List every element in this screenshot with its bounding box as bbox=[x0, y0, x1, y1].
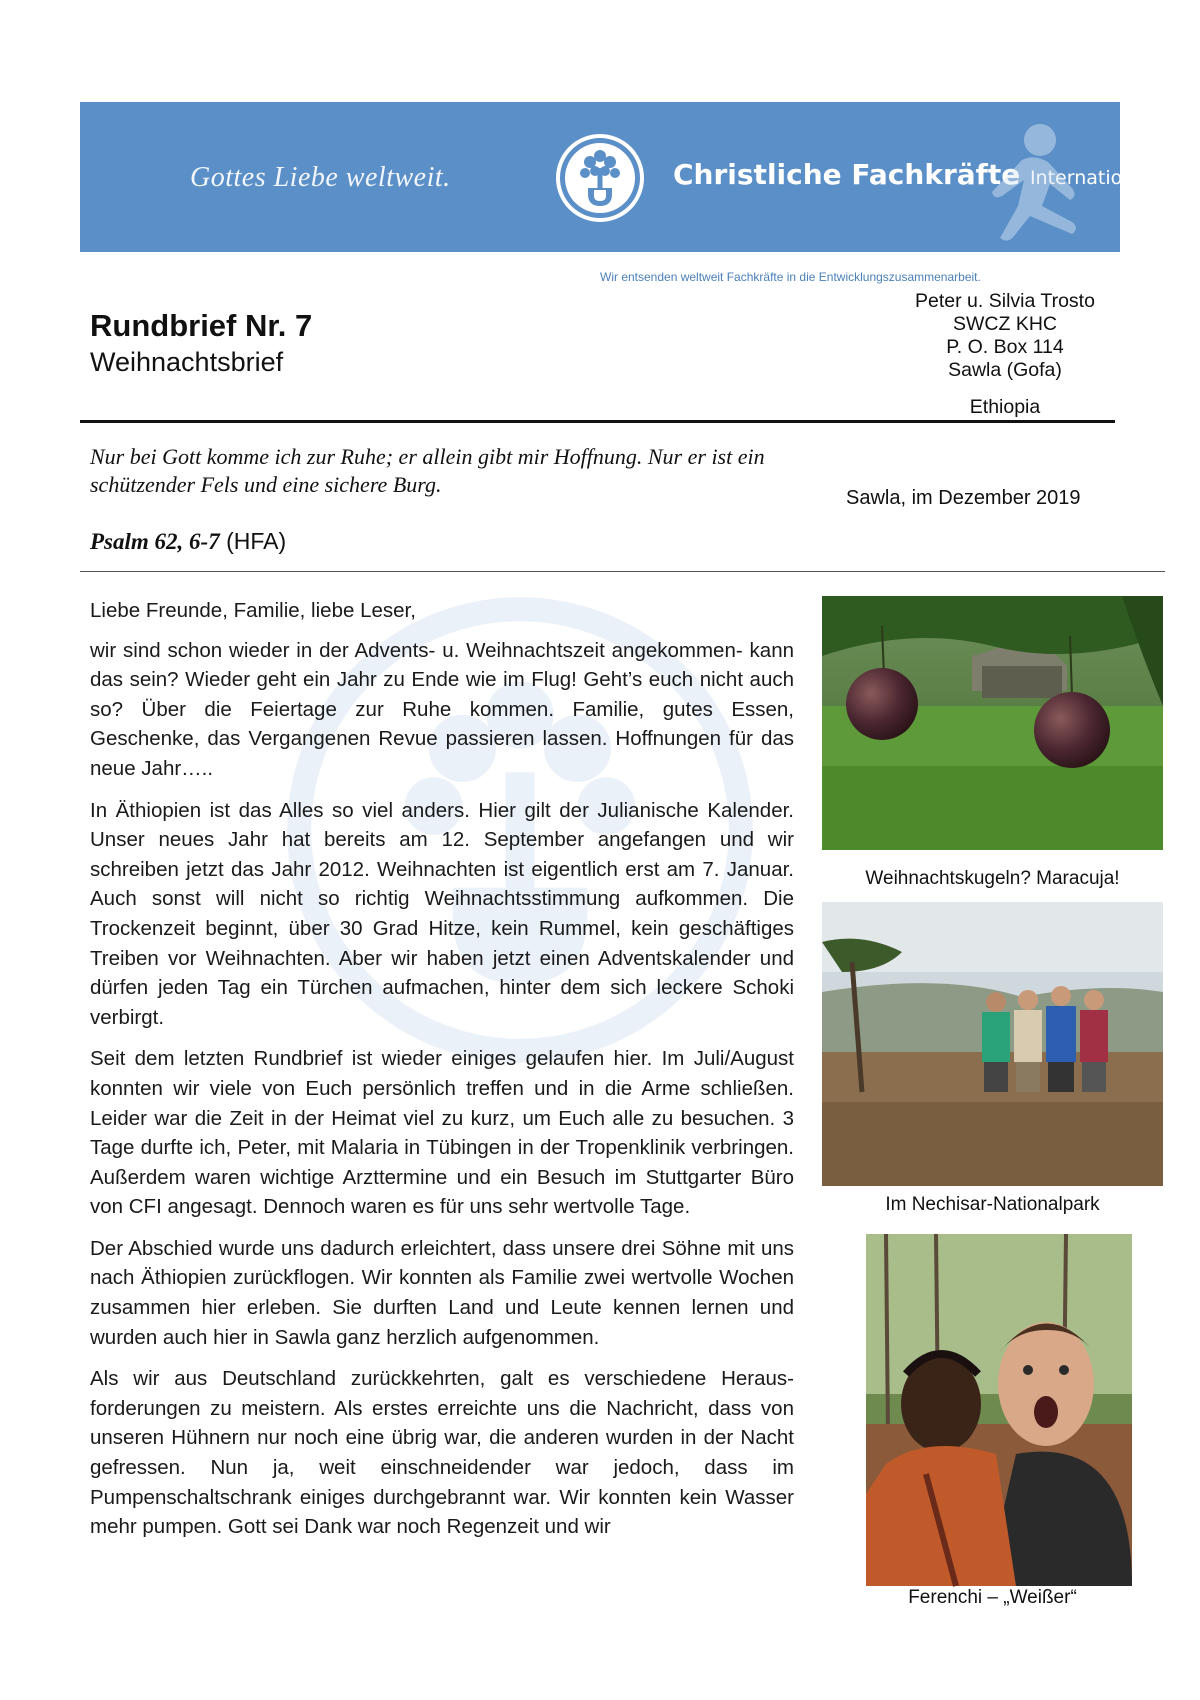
runner-silhouette-icon bbox=[922, 118, 1112, 248]
photo-caption: Ferenchi – „Weißer“ bbox=[908, 1587, 1077, 1608]
slogan: Gottes Liebe weltweit. bbox=[190, 162, 451, 193]
section-divider bbox=[80, 571, 1165, 572]
address-line: P. O. Box 114 bbox=[946, 336, 1064, 358]
photo-nechisar-park bbox=[822, 902, 1163, 1186]
body-paragraph: In Äthiopien ist das Alles so viel anders. Hier gilt der Julianische Kalender. Unser neues Jahr hat bereits am 12. September angefangen und wir schreiben jetzt das Jahr 2012. Weihnachten ist eigentlich erst am 7. Januar. Auch sonst will nicht so richtig Weihnachtsstimmung aufkommen. Die Trockenzeit beginnt, über 30 Grad Hitze, kein Rummel, kein geschäftiges Treiben vor Weihnachten. Aber wir haben jetzt einen Adventskalender und dürfen jeden Tag ein Türchen aufmachen, hinter dem sich leckere Schoki verbirgt. bbox=[90, 798, 794, 1029]
body-paragraph: wir sind schon wieder in der Advents- u. Weihnachtszeit angekommen- kann das sein? Wieder geht ein Jahr zu Ende wie im Flug! Geht’s euch nicht auch so? Über die Feiertage zur Ruhe kommen. Familie, gutes Essen, Geschenke, das Vergangenen Revue passieren lassen. Hoffnungen für das neue Jahr….. bbox=[90, 638, 794, 780]
tree-in-circle-logo bbox=[554, 132, 646, 224]
photo-caption: Im Nechisar-Nationalpark bbox=[885, 1194, 1100, 1215]
photo-selfie-ferenchi bbox=[866, 1234, 1132, 1586]
letter-date: Sawla, im Dezember 2019 bbox=[846, 487, 1081, 509]
address-country: Ethiopia bbox=[969, 396, 1041, 418]
bible-quote: Nur bei Gott komme ich zur Ruhe; er allein gibt mir Hoffnung. Nur er ist ein schützender Fels und eine sichere Burg. bbox=[90, 444, 765, 497]
organization-name-suffix: International bbox=[1029, 167, 1152, 189]
header-divider bbox=[80, 420, 1115, 423]
psalm-version: (HFA) bbox=[226, 528, 287, 554]
address-line: SWCZ KHC bbox=[953, 313, 1057, 335]
body-paragraph: Der Abschied wurde uns dadurch erleichtert, dass unsere drei Söhne mit uns nach Äthiopien zurückflogen. Wir konnten als Familie zwei wertvolle Wochen zusammen hier erleben. Sie durften Land und Leute kennen lernen und wurden auch hier in Sawla ganz herzlich aufgenommen. bbox=[90, 1236, 794, 1349]
sender-address bbox=[870, 290, 1140, 382]
greeting: Liebe Freunde, Familie, liebe Leser, bbox=[90, 599, 416, 622]
body-paragraph: Als wir aus Deutschland zurückkehrten, galt es verschiedene Heraus- forderungen zu meistern. Als erstes erreichte uns die Nachricht, dass von unseren Hühnern nur noch eine übrig war, die anderen wurden in der Nacht gefressen. Nun ja, weit einschneidender war jedoch, dass im Pumpenschaltschrank einiges durchgebrannt war. Wir konnten kein Wasser mehr pumpen. Gott sei Dank war noch Regenzeit und wir bbox=[90, 1367, 794, 1539]
photo-passion-fruit bbox=[822, 596, 1163, 850]
address-line: Peter u. Silvia Trosto bbox=[915, 290, 1095, 312]
photo-caption: Weihnachtskugeln? Maracuja! bbox=[865, 868, 1120, 889]
body-paragraph: Seit dem letzten Rundbrief ist wieder einiges gelaufen hier. Im Juli/August konnten wir viele von Euch persönlich treffen und in die Arme schließen. Leider war die Zeit in der Heimat viel zu kurz, um Euch alle zu besuchen. 3 Tage durfte ich, Peter, mit Malaria in Tübingen in der Tropenklinik verbringen. Außerdem waren wichtige Arzttermine und ein Besuch im Stuttgarter Büro von CFI angesagt. Dennoch waren es für uns sehr wertvolle Tage. bbox=[90, 1047, 794, 1219]
tagline: Wir entsenden weltweit Fachkräfte in die Entwicklungszusammenarbeit. bbox=[600, 270, 981, 284]
letter-title: Rundbrief Nr. 7 bbox=[90, 308, 313, 343]
letter-subtitle: Weihnachtsbrief bbox=[90, 347, 284, 377]
letter-body bbox=[90, 596, 794, 1554]
psalm-citation: Psalm 62, 6-7 bbox=[90, 529, 220, 554]
organization-name-main: Christliche Fachkräfte bbox=[673, 158, 1021, 191]
address-line: Sawla (Gofa) bbox=[948, 359, 1062, 381]
header-banner bbox=[80, 102, 1152, 252]
psalm-reference bbox=[90, 528, 286, 555]
